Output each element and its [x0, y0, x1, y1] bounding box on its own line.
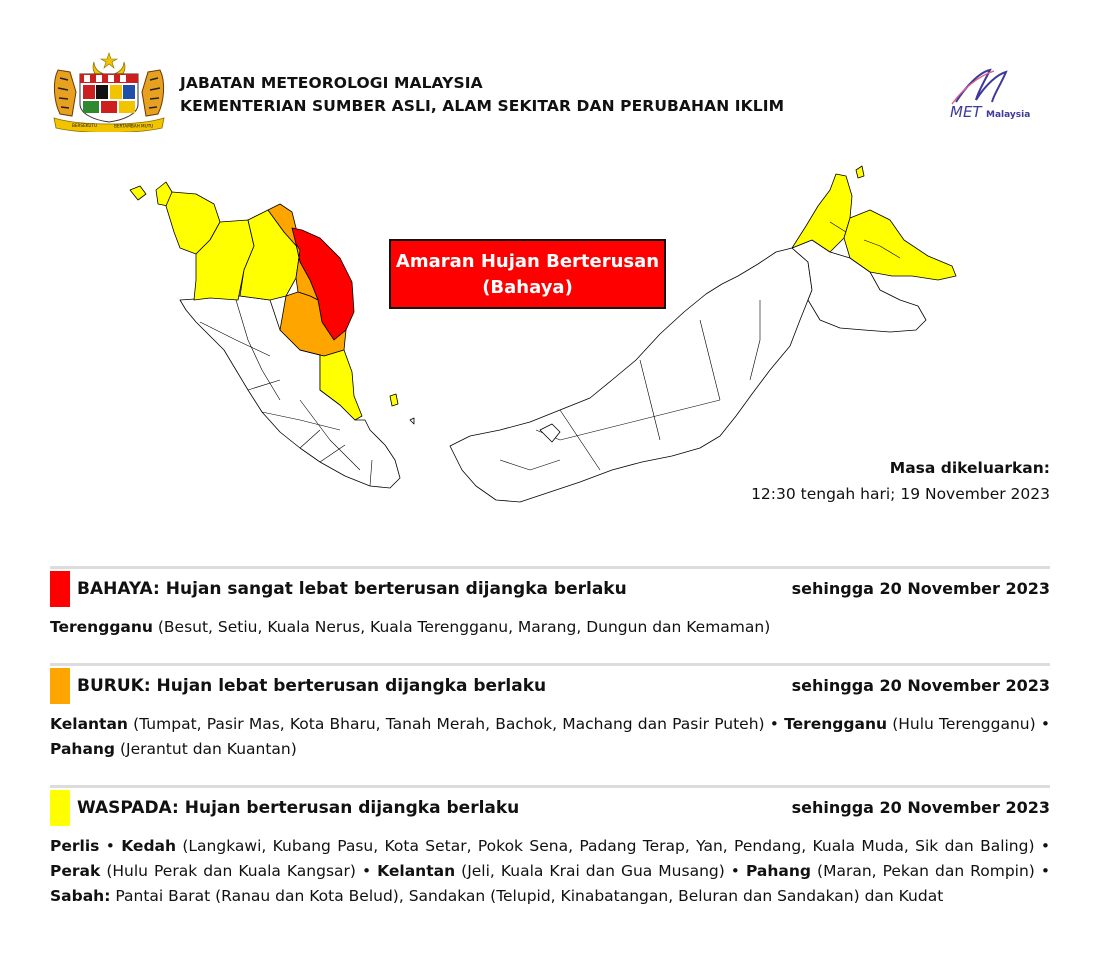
area-detail: (Jeli, Kuala Krai dan Gua Musang) • [455, 862, 746, 880]
area-state: Perlis [50, 837, 100, 855]
area-detail: (Hulu Perak dan Kuala Kangsar) • [100, 862, 378, 880]
area-detail: Pantai Barat (Ranau dan Kota Belud), Sandakan (Telupid, Kinabatangan, Beluran dan Sandakan) dan Kudat [110, 887, 944, 905]
crest-ribbon-left: BERSEKUTU [72, 123, 98, 128]
section-areas [50, 615, 1050, 640]
area-state: Perak [50, 862, 101, 880]
area-detail: (Hulu Terengganu) • [887, 715, 1050, 733]
section-areas [50, 712, 1050, 762]
section-until: sehingga 20 November 2023 [791, 676, 1050, 695]
area-state: Pahang [745, 862, 812, 880]
map-title-box [389, 239, 666, 309]
met-logo-sub: Malaysia [986, 110, 1031, 120]
area-detail: (Besut, Setiu, Kuala Nerus, Kuala Terengganu, Marang, Dungun dan Kemaman) [152, 618, 771, 636]
level-color-swatch [50, 790, 70, 826]
section-until: sehingga 20 November 2023 [791, 798, 1050, 817]
org-line-2: KEMENTERIAN SUMBER ASLI, ALAM SEKITAR DAN PERUBAHAN IKLIM [180, 97, 785, 115]
met-malaysia-logo-icon [936, 68, 1046, 120]
warning-section-bahaya [50, 566, 1050, 640]
section-header [50, 569, 1050, 609]
org-line-1: JABATAN METEOROLOGI MALAYSIA [180, 74, 483, 92]
area-detail: (Tumpat, Pasir Mas, Kota Bharu, Tanah Merah, Bachok, Machang dan Pasir Puteh) • [127, 715, 785, 733]
area-state: Pahang [50, 740, 116, 758]
area-state: Terengganu [50, 618, 153, 636]
crest-ribbon-right: BERTAMBAH MUTU [114, 123, 154, 129]
issued-time [751, 455, 1050, 507]
area-detail: (Langkawi, Kubang Pasu, Kota Setar, Pokok Sena, Padang Terap, Yan, Pendang, Kuala Muda, Sik dan Baling) • [176, 837, 1050, 855]
section-header [50, 788, 1050, 828]
region-sabah-west-yellow [792, 174, 852, 252]
section-title: WASPADA: Hujan berterusan dijangka berlaku [77, 798, 520, 818]
area-state: Kelantan [377, 862, 456, 880]
area-state: Kelantan [50, 715, 128, 733]
level-color-swatch [50, 668, 70, 704]
warning-section-buruk [50, 663, 1050, 762]
section-areas [50, 834, 1050, 909]
section-title: BURUK: Hujan lebat berterusan dijangka berlaku [77, 676, 547, 696]
map-title-line-2: (Bahaya) [482, 277, 573, 298]
section-title: BAHAYA: Hujan sangat lebat berterusan dijangka berlaku [77, 579, 627, 599]
malaysia-coat-of-arms-icon [50, 52, 168, 132]
header [50, 52, 1050, 132]
met-logo-text: MET [950, 103, 982, 120]
area-state: Sabah: [50, 887, 111, 905]
area-state: Terengganu [784, 715, 888, 733]
level-color-swatch [50, 571, 70, 607]
section-until: sehingga 20 November 2023 [791, 579, 1050, 598]
area-detail: (Maran, Pekan dan Rompin) • [811, 862, 1050, 880]
area-detail: • [99, 837, 122, 855]
area-state: Kedah [121, 837, 177, 855]
department-name [180, 72, 784, 118]
warning-section-waspada [50, 785, 1050, 909]
map-title-line-1: Amaran Hujan Berterusan [395, 251, 660, 272]
area-detail: (Jerantut dan Kuantan) [115, 740, 297, 758]
issued-value: 12:30 tengah hari; 19 November 2023 [751, 485, 1050, 503]
issued-label: Masa dikeluarkan: [889, 459, 1050, 477]
section-header [50, 666, 1050, 706]
